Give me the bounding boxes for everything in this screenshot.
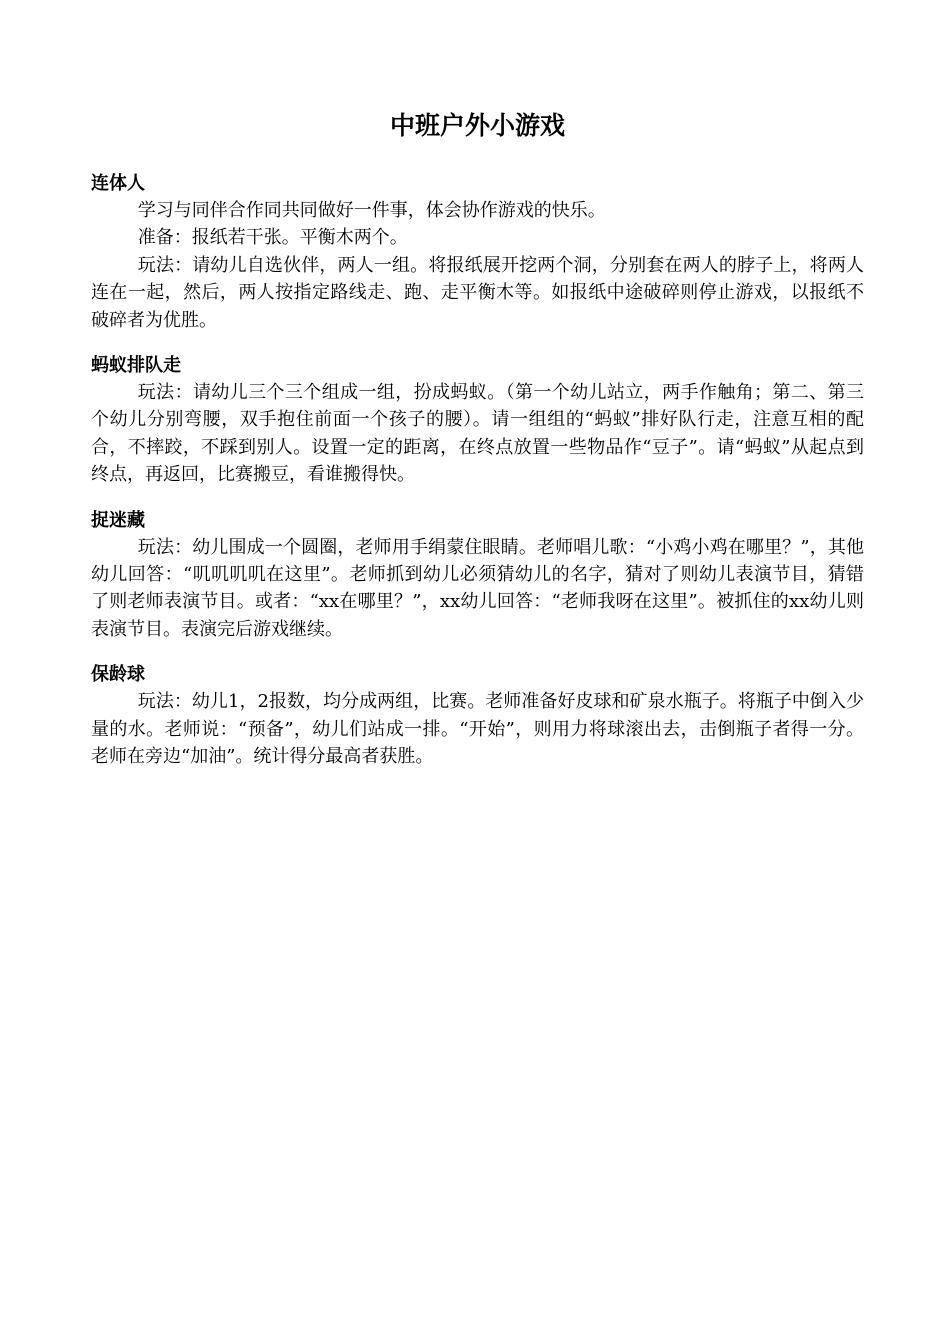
section-lianti-ren [91,170,864,334]
section-paragraph: 玩法：请幼儿三个三个组成一组，扮成蚂蚁。（第一个幼儿站立，两手作触角；第二、第三个幼儿分别弯腰，双手抱住前面一个孩子的腰）。请一组组的“蚂蚁”排好队行走，注意互相的配合，不摔跤，不踩到别人。设置一定的距离，在终点放置一些物品作“豆子”。请“蚂蚁”从起点到终点，再返回，比赛搬豆，看谁搬得快。 [91,382,864,486]
section-paragraph: 玩法：幼儿围成一个圆圈，老师用手绢蒙住眼睛。老师唱儿歌：“小鸡小鸡在哪里？”，其他幼儿回答：“叽叽叽叽在这里”。老师抓到幼儿必须猜幼儿的名字，猜对了则幼儿表演节目，猜错了则老师表演节目。或者：“xx在哪里？”，xx幼儿回答：“老师我呀在这里”。被抓住的xx幼儿则表演节目。表演完后游戏继续。 [91,536,864,640]
section-zhuo-micang [91,507,864,644]
section-paragraph: 学习与同伴合作同共同做好一件事，体会协作游戏的快乐。 [137,200,606,221]
section-paragraph: 玩法：请幼儿自选伙伴，两人一组。将报纸展开挖两个洞，分别套在两人的脖子上，将两人连在一起，然后，两人按指定路线走、跑、走平衡木等。如报纸中途破碎则停止游戏，以报纸不破碎者为优胜。 [91,254,864,331]
section-heading: 蚂蚁排队走 [91,355,181,377]
section-heading: 保龄球 [91,664,145,686]
section-heading: 连体人 [91,173,145,194]
section-paragraph: 准备：报纸若干张。平衡木两个。 [137,227,408,249]
section-paragraph: 玩法：幼儿1，2报数，均分成两组，比赛。老师准备好皮球和矿泉水瓶子。将瓶子中倒入少量的水。老师说：“预备”，幼儿们站成一排。“开始”，则用力将球滚出去，击倒瓶子者得一分。老师在旁边“加油”。统计得分最高者获胜。 [91,691,864,768]
section-heading: 捉迷藏 [91,509,145,531]
section-mayi-paidui-zou [91,352,864,489]
document-title: 中班户外小游戏 [389,111,565,140]
section-baolingqiu [91,661,864,770]
document-body [91,170,864,789]
